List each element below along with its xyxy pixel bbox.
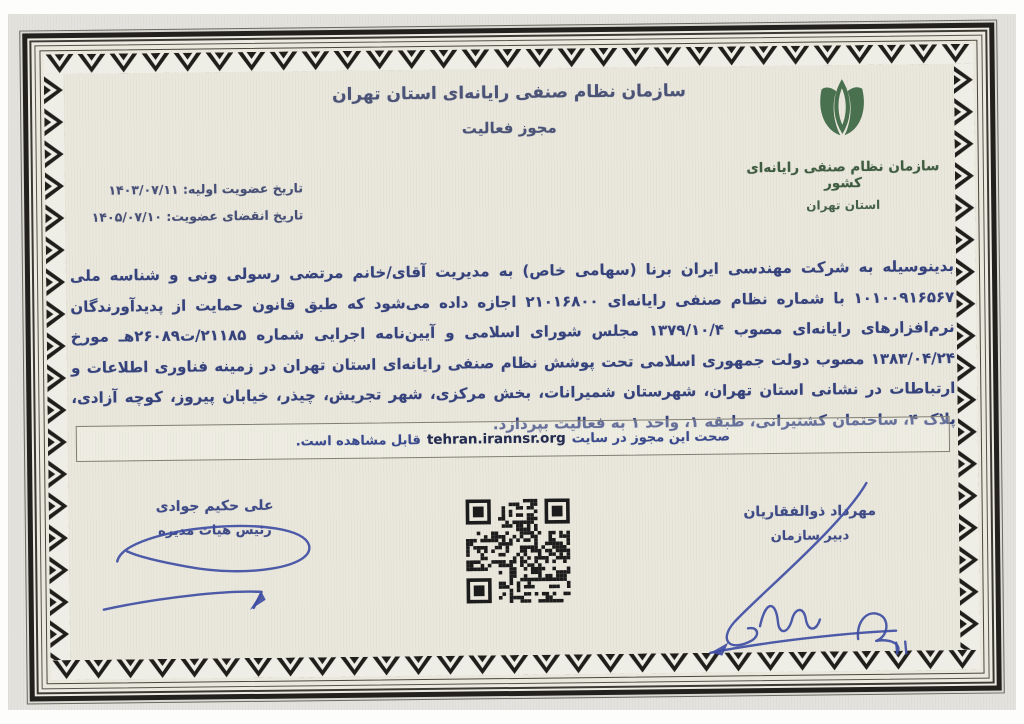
verification-domain: tehran.irannsr.org [426,430,566,448]
certificate-photo [8,14,1016,710]
license-body-text: بدینوسیله به شرکت مهندسی ایران برنا (سهامی خاص) به مدیریت آقای/خانم مرتضی رسولی ونی و شناسه ملی ۱۰۱۰۰۹۱۶۵۶۷ با شماره نظام صنفی رایانه‌ای ۲۱۰۱۶۸۰۰ اجازه داده می‌شود که طبق قانون حمایت از پدیدآورندگان نرم‌افزارهای رایانه‌ای مصوب ۱۳۷۹/۱۰/۴ مجلس شورای اسلامی و آیین‌نامه اجرایی شماره ۲۱۱۸۵/ت۲۶۰۸۹هـ مورخ ۱۳۸۳/۰۴/۲۴ مصوب دولت جمهوری اسلامی تحت پوشش نظام صنفی رایانه‌ای استان تهران در زمینه فناوری اطلاعات و ارتباطات در نشانی استان تهران، شهرستان شمیرانات، بخش مرکزی، شهر تجریش، چیذر، خیابان پیروز، کوچه آزادی، پلاک ۴، ساختمان کشتیرانی، طبقه ۱، واحد ۱ به فعالیت بپردازد. [69,256,956,433]
membership-expiry-date: تاریخ انقضای عضویت: ۱۴۰۵/۰۷/۱۰ [91,207,304,225]
verification-prefix: صحت این مجوز در سایت [571,429,731,446]
secretary-title: دبیر سازمان [770,528,850,545]
verification-suffix: قابل مشاهده است. [295,432,421,449]
org-logo [742,74,944,213]
org-title: سازمان نظام صنفی رایانه‌ای استان تهران [331,81,686,106]
qr-code [461,498,576,603]
secretary-signature-block [705,502,915,544]
chairman-signature-block [125,497,305,539]
certificate-paper [64,64,961,660]
logo-org-name: سازمان نظام صنفی رایانه‌ای کشور [746,158,940,192]
secretary-name: مهرداد ذوالفقاریان [743,502,877,521]
logo-province: استان تهران [806,197,881,213]
certificate [34,35,989,690]
doc-title: مجوز فعالیت [461,118,557,138]
membership-initial-date: تاریخ عضویت اولیه: ۱۴۰۳/۰۷/۱۱ [108,180,304,198]
membership-dates [87,174,304,230]
qr-code-svg [461,498,576,603]
chairman-name: علی حکیم جوادی [155,497,274,516]
chairman-title: رئیس هیات مدیره [158,522,272,540]
tulip-emblem-icon [807,75,878,154]
